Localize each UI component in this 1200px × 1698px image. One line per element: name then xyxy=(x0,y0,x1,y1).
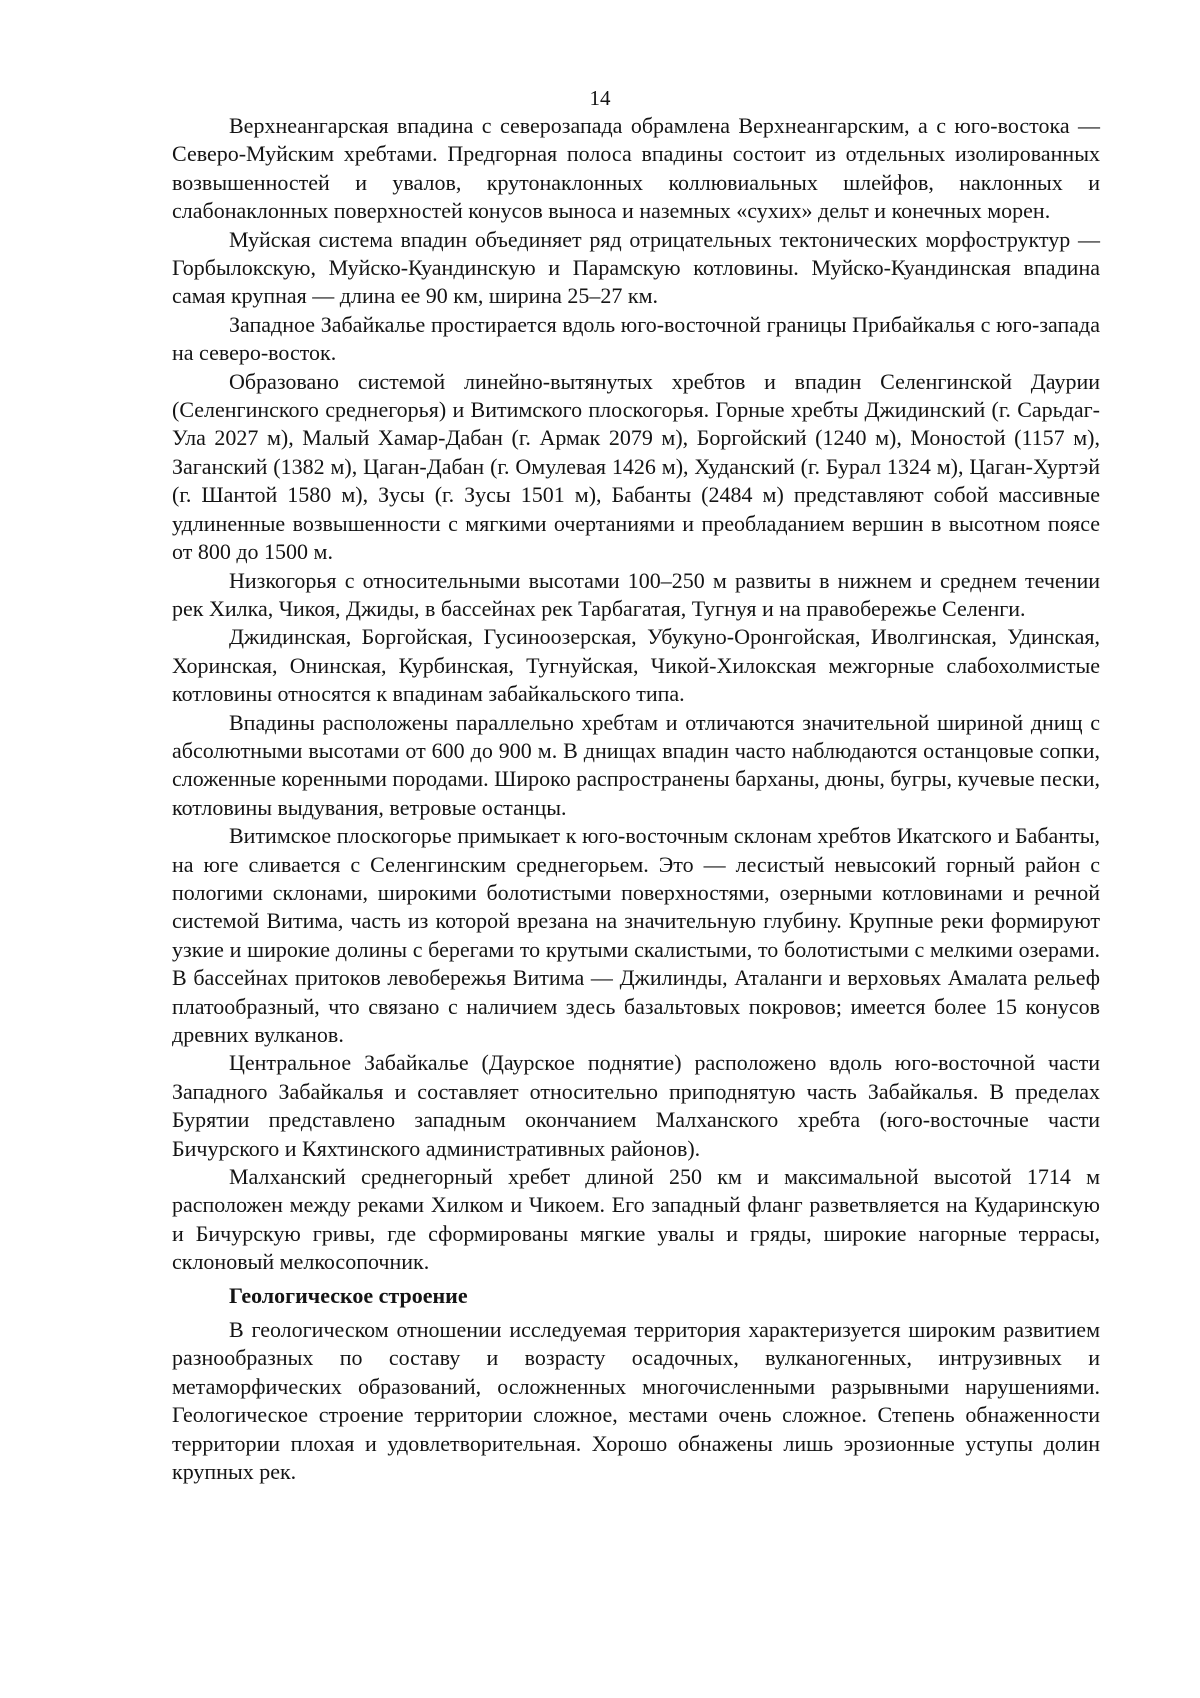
paragraph-western-transbaikalia: Западное Забайкалье простирается вдоль юго-восточной границы Прибайкалья с юго-запада на северо-восток. xyxy=(172,311,1100,366)
paragraph-basin-features: Впадины расположены параллельно хребтам и отличаются значительной шириной днищ с абсолютными высотами от 600 до 900 м. В днищах впадин часто наблюдаются останцовые сопки, сложенные коренными породами. Широко распространены барханы, дюны, бугры, кучевые пески, котловины выдувания, ветровые останцы. xyxy=(172,709,1100,820)
paragraph-malkhan-ridge: Малханский среднегорный хребет длиной 250 км и максимальной высотой 1714 м расположен между реками Хилком и Чикоем. Его западный фланг разветвляется на Кударинскую и Бичурскую гривы, где сформированы мягкие увалы и гряды, широкие нагорные террасы, склоновый мелкосопочник. xyxy=(172,1164,1100,1275)
section-heading-geology: Геологическое строение xyxy=(229,1282,468,1308)
paragraph-ridges-and-basins: Образовано системой линейно-вытянутых хребтов и впадин Селенгинской Даурии (Селенгинского среднегорья) и Витимского плоскогорья. Горные хребты Джидинский (г. Сарьдаг-Ула 2027 м), Малый Хамар-Дабан (г. Армак 2079 м), Боргойский (1240 м), Моностой (1157 м), Заганский (1382 м), Цаган-Дабан (г. Омулевая 1426 м), Худанский (г. Бурал 1324 м), Цаган-Хуртэй (г. Шантой 1580 м), Зусы (г. Зусы 1501 м), Бабанты (2484 м) представляют собой массивные удлиненные возвышенности с мягкими очертаниями и преобладанием вершин в высотном поясе от 800 до 1500 м. xyxy=(172,368,1100,565)
paragraph-upper-angara-basin: Верхнеангарская впадина с северозапада обрамлена Верхнеангарским, а с юго-востока — Северо-Муйским хребтами. Предгорная полоса впадины состоит из отдельных изолированных возвышенностей и увалов, крутонаклонных коллювиальных шлейфов, наклонных и слабонаклонных поверхностей конусов выноса и наземных «сухих» дельт и конечных морен. xyxy=(172,113,1100,224)
paragraph-vitim-plateau: Витимское плоскогорье примыкает к юго-восточным склонам хребтов Икатского и Бабанты, на юге сливается с Селенгинским среднегорьем. Это — лесистый невысокий горный район с пологими склонами, широкими болотистыми поверхностями, озерными котловинами и речной системой Витима, часть из которой врезана на значительную глубину. Крупные реки формируют узкие и широкие долины с берегами то крутыми скалистыми, то болотистыми с мелкими озерами. В бассейнах притоков левобережья Витима — Джилинды, Аталанги и верховьях Амалата рельеф платообразный, что связано с наличием здесь базальтовых покровов; имеется более 15 конусов древних вулканов. xyxy=(172,823,1100,1047)
paragraph-geology: В геологическом отношении исследуемая территория характеризуется широким развитием разнообразных по составу и возрасту осадочных, вулканогенных, интрузивных и метаморфических образований, осложненных многочисленными разрывными нарушениями. Геологическое строение территории сложное, местами очень сложное. Степень обнаженности территории плохая и удовлетворительная. Хорошо обнажены лишь эрозионные уступы долин крупных рек. xyxy=(172,1317,1100,1485)
document-body xyxy=(172,112,1100,1487)
page-number: 14 xyxy=(589,86,611,110)
paragraph-muya-basin-system: Муйская система впадин объединяет ряд отрицательных тектонических морфоструктур — Горбылокскую, Муйско-Куандинскую и Парамскую котловины. Муйско-Куандинская впадина самая крупная — длина ее 90 км, ширина 25–27 км. xyxy=(172,226,1100,309)
paragraph-lowlands: Низкогорья с относительными высотами 100–250 м развиты в нижнем и среднем течении рек Хилка, Чикоя, Джиды, в бассейнах рек Тарбагатая, Тугнуя и на правобережье Селенги. xyxy=(172,567,1100,621)
paragraph-intermountain-basins: Джидинская, Боргойская, Гусиноозерская, Убукуно-Оронгойская, Иволгинская, Удинская, Хоринская, Онинская, Курбинская, Тугнуйская, Чикой-Хилокская межгорные слабохолмистые котловины относятся к впадинам забайкальского типа. xyxy=(172,624,1100,707)
paragraph-central-transbaikalia: Центральное Забайкалье (Даурское поднятие) расположено вдоль юго-восточной части Западного Забайкалья и составляет относительно приподнятую часть Забайкалья. В пределах Бурятии представлено западным окончанием Малханского хребта (юго-восточные части Бичурского и Кяхтинского административных районов). xyxy=(172,1050,1100,1161)
